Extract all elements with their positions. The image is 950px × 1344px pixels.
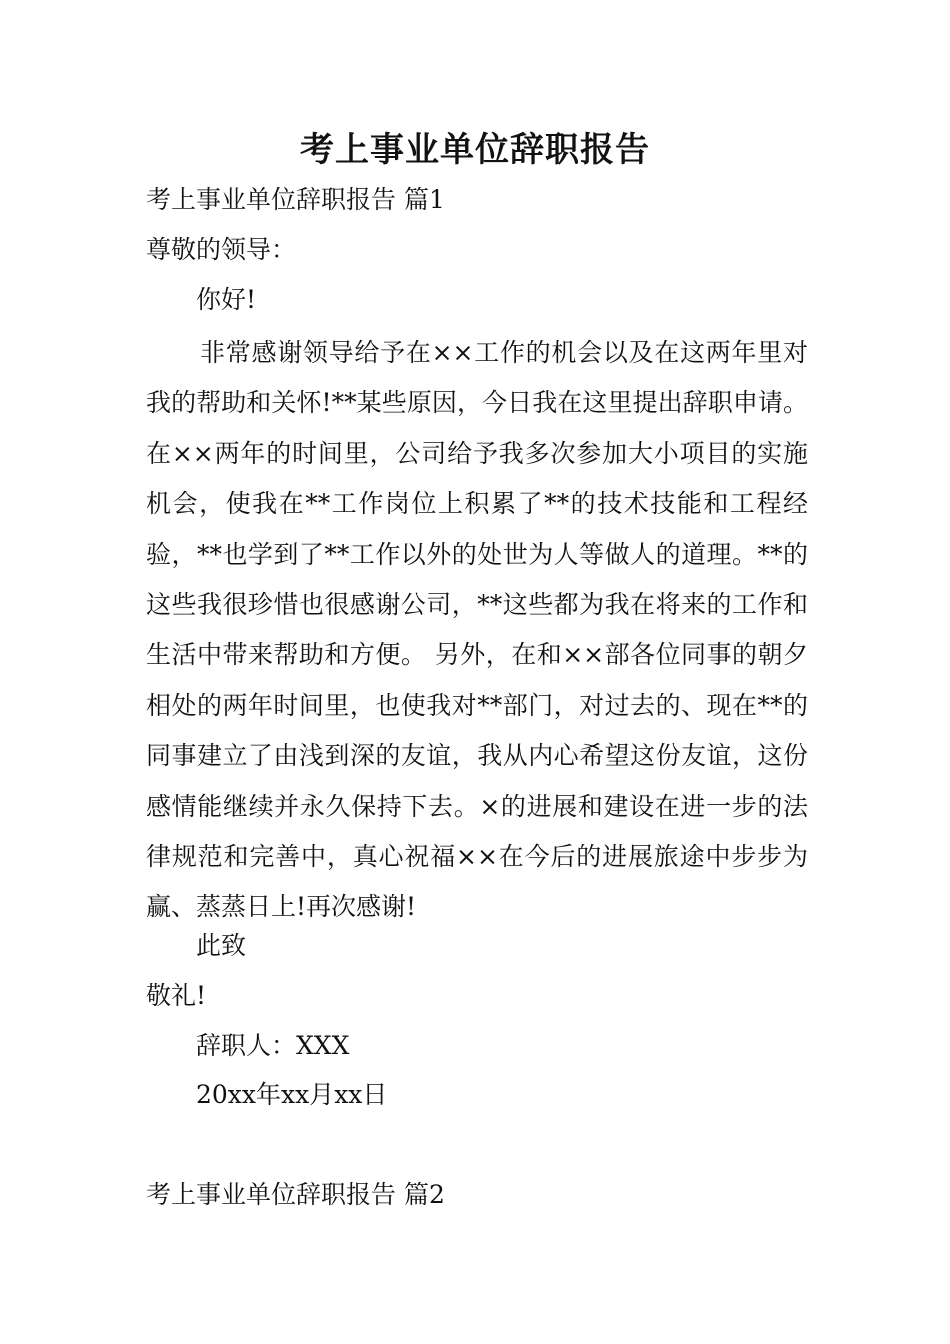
closing-line-1: 此致 [196, 931, 247, 960]
letter-body: 非常感谢领导给予在××工作的机会以及在这两年里对我的帮助和关怀!**某些原因，今日我在这里提出辞职申请。在××两年的时间里，公司给予我多次参加大小项目的实施机会，使我在**工作岗位上积累了**的技术技能和工程经验，**也学到了**工作以外的处世为人等做人的道理。**的这些我很珍惜也很感谢公司，**这些都为我在将来的工作和生活中带来帮助和方便。 另外，在和××部各位同事的朝夕相处的两年时间里，也使我对**部门，对过去的、现在**的同事建立了由浅到深的友谊，我从内心希望这份友谊，这份感情能继续并永久保持下去。×的进展和建设在进一步的法律规范和完善中，真心祝福××在今后的进展旅途中步步为赢、蒸蒸日上!再次感谢! [146, 338, 808, 922]
signature: 辞职人：XXX [196, 1031, 350, 1060]
salutation: 尊敬的领导： [146, 235, 297, 264]
greeting: 你好! [196, 285, 257, 314]
section-heading-1: 考上事业单位辞职报告 篇1 [146, 185, 445, 214]
document-title: 考上事业单位辞职报告 [300, 130, 650, 170]
closing-line-2: 敬礼! [146, 981, 207, 1010]
section-heading-2: 考上事业单位辞职报告 篇2 [146, 1180, 445, 1209]
date: 20xx年xx月xx日 [196, 1080, 388, 1109]
